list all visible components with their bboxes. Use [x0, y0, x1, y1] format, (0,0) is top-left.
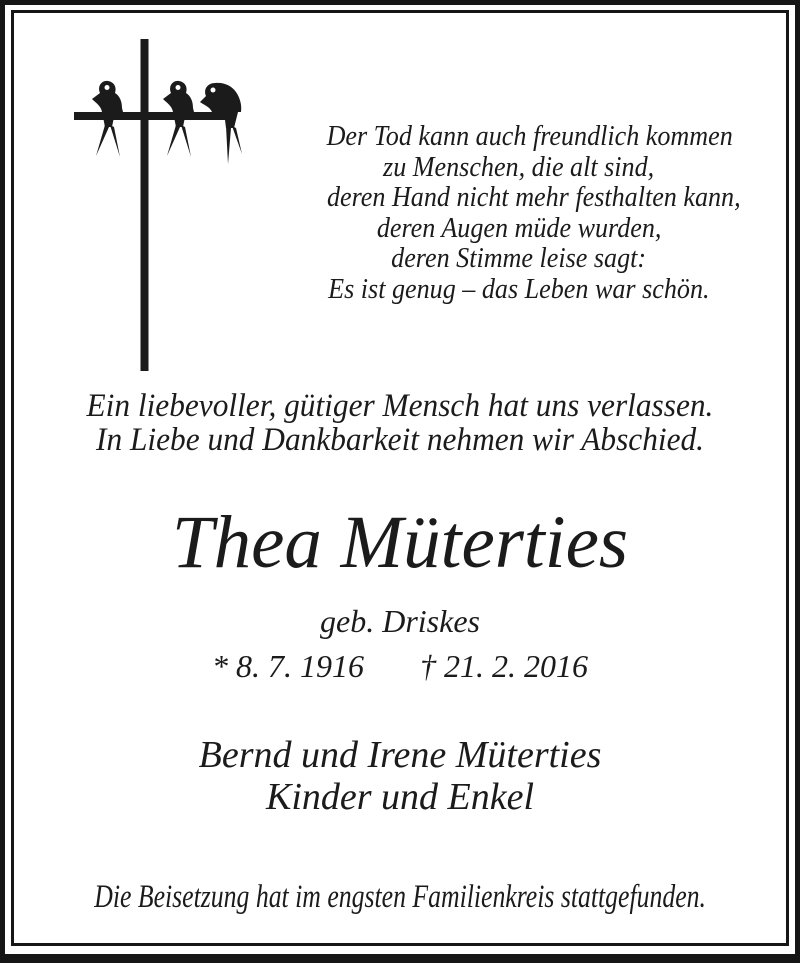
mourners-line: Bernd und Irene Müterties: [198, 734, 602, 776]
poem-line-text: Es ist genug – das Leben war schön.: [328, 272, 710, 305]
poem-line: [304, 213, 734, 244]
mourners-line: Kinder und Enkel: [265, 776, 535, 818]
deceased-name: Thea Müterties: [171, 501, 629, 584]
poem-line-text: zu Menschen, die alt sind,: [383, 150, 655, 183]
memorial-line: [5, 421, 795, 458]
memorial-line-text: In Liebe und Dankbarkeit nehmen wir Abschied.: [95, 421, 705, 458]
birth-date: * 8. 7. 1916: [212, 648, 364, 684]
memorial-line: [5, 390, 795, 424]
bird-icon: [200, 83, 242, 164]
poem-line: [304, 152, 734, 183]
mourners: [5, 734, 795, 818]
funeral-note-text: Die Beisetzung hat im engsten Familienkreis stattgefunden.: [94, 879, 706, 915]
poem-line: [304, 243, 734, 274]
cross-vertical-bar: [141, 39, 149, 371]
funeral-note: [5, 880, 795, 914]
poem-line-text: deren Augen müde wurden,: [376, 211, 662, 244]
birds-on-cross-icon: [65, 35, 250, 375]
poem-line-text: deren Stimme leise sagt:: [391, 242, 647, 274]
cross-horizontal-bar: [74, 112, 235, 120]
life-dates: [5, 650, 795, 682]
poem: [304, 120, 741, 305]
poem-line: [304, 181, 741, 213]
maiden-name: geb. Driskes: [320, 603, 480, 639]
poem-line: [304, 274, 734, 305]
death-date: † 21. 2. 2016: [420, 648, 588, 684]
poem-line-text: Der Tod kann auch freundlich kommen: [326, 120, 733, 152]
memorial-line-text: Ein liebevoller, gütiger Mensch hat uns verlassen.: [86, 388, 714, 424]
poem-line-text: deren Hand nicht mehr festhalten kann,: [326, 181, 741, 213]
memorial-statement: [5, 390, 795, 457]
poem-line: [304, 121, 734, 152]
